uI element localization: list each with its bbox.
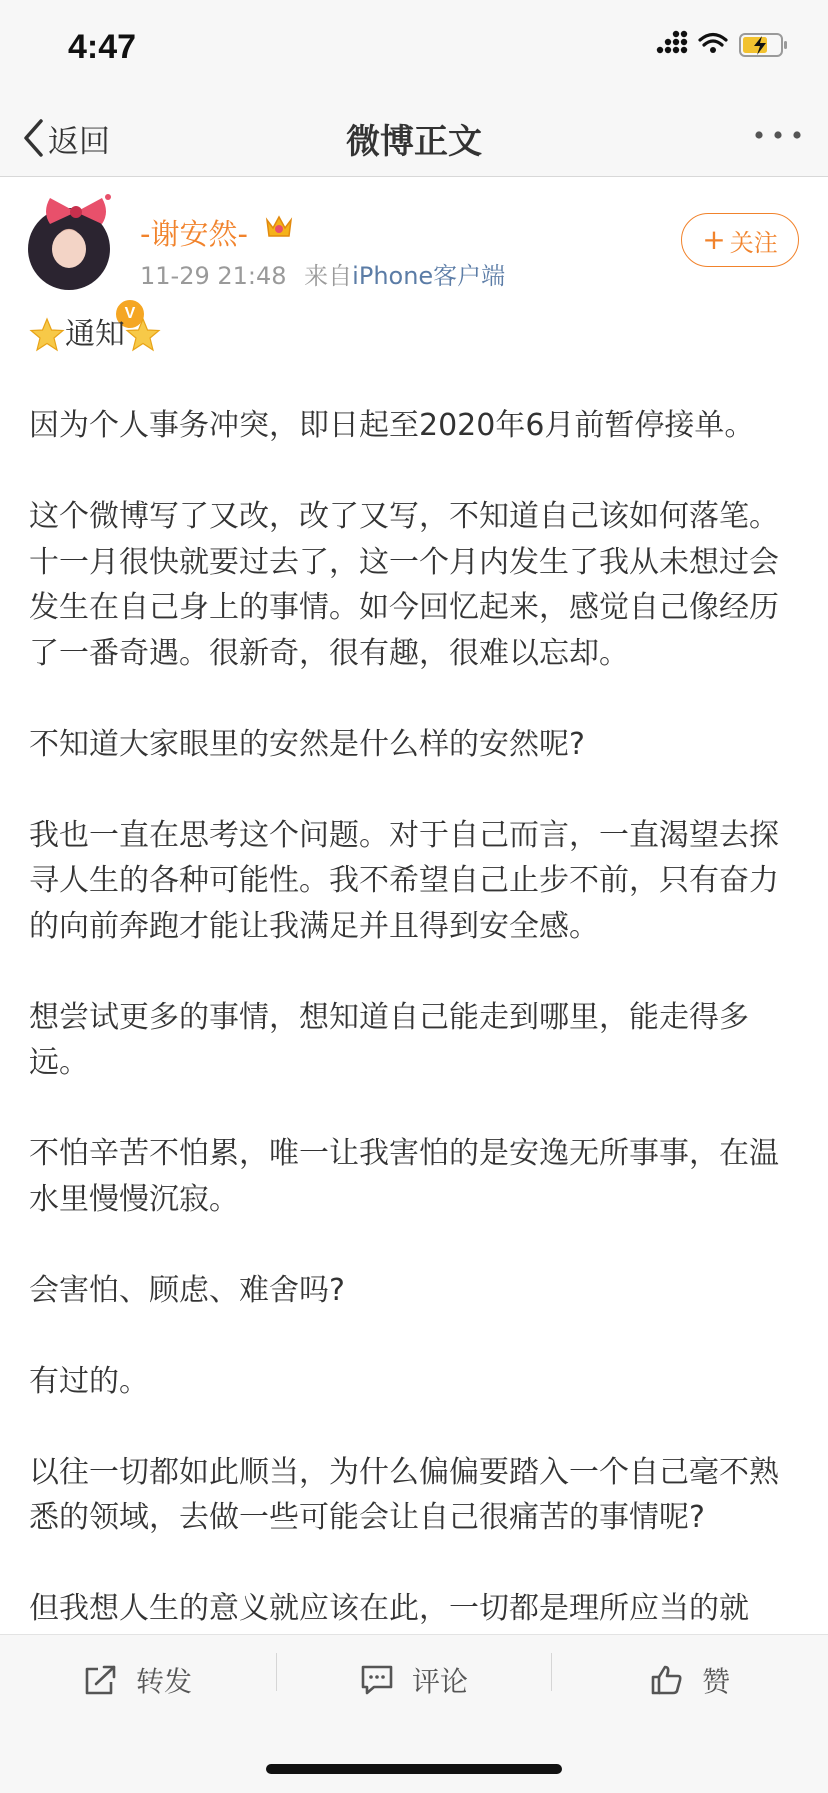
plus-icon: + bbox=[702, 223, 726, 256]
post-paragraph: 我也一直在思考这个问题。对于自己而言，一直渴望去探寻人生的各种可能性。我不希望自己止步不前，只有奋力的向前奔跑才能让我满足并且得到安全感。 bbox=[29, 817, 779, 944]
bow-decoration-icon bbox=[36, 194, 116, 230]
notice-title: 通知 bbox=[65, 317, 125, 352]
post-paragraph: 不怕辛苦不怕累，唯一让我害怕的是安逸无所事事，在温水里慢慢沉寂。 bbox=[29, 1136, 779, 1217]
repost-icon bbox=[84, 1664, 118, 1696]
status-bar bbox=[0, 0, 828, 100]
like-button[interactable] bbox=[552, 1635, 828, 1725]
avatar[interactable] bbox=[28, 208, 136, 322]
post-paragraph: 想尝试更多的事情，想知道自己能走到哪里，能走得多远。 bbox=[29, 999, 749, 1080]
post-paragraph: 但我想人生的意义就应该在此，一切都是理所应当的就 bbox=[29, 1591, 749, 1626]
star-icon bbox=[125, 317, 161, 353]
like-label: 赞 bbox=[701, 1665, 730, 1698]
back-label: 返回 bbox=[48, 123, 110, 160]
comment-label: 评论 bbox=[411, 1665, 468, 1698]
post-source[interactable]: iPhone客户端 bbox=[352, 262, 506, 290]
post-timestamp: 11-29 21:48 bbox=[140, 262, 287, 290]
vip-crown-icon bbox=[264, 214, 294, 240]
nav-bar bbox=[0, 100, 828, 177]
post-paragraph: 不知道大家眼里的安然是什么样的安然呢? bbox=[29, 726, 585, 762]
author-row bbox=[0, 176, 828, 322]
comment-button[interactable] bbox=[277, 1635, 551, 1725]
follow-button[interactable] bbox=[681, 213, 799, 267]
thumbs-up-icon bbox=[650, 1664, 684, 1696]
post-paragraph: 有过的。 bbox=[29, 1363, 149, 1399]
post-content bbox=[29, 312, 803, 1677]
avatar-face bbox=[52, 230, 86, 268]
post-paragraph: 以往一切都如此顺当，为什么偏偏要踏入一个自己毫不熟悉的领域，去做一些可能会让自己很痛苦的事情呢? bbox=[29, 1454, 779, 1535]
author-name[interactable]: -谢安然- bbox=[140, 217, 248, 251]
page-title: 微博正文 bbox=[346, 122, 482, 162]
post-paragraph: 这个微博写了又改，改了又写，不知道自己该如何落笔。十一月很快就要过去了，这一个月内发生了我从未想过会发生在自己身上的事情。如今回忆起来，感觉自己像经历了一番奇遇。很新奇，很有趣，很难以忘却。 bbox=[29, 499, 779, 671]
notice-title-line bbox=[29, 312, 803, 358]
status-time: 4:47 bbox=[68, 28, 137, 66]
status-icons bbox=[656, 30, 794, 70]
star-icon bbox=[29, 317, 65, 353]
source-prefix: 来自 bbox=[304, 262, 353, 290]
post-paragraph: 因为个人事务冲突，即日起至2020年6月前暂停接单。 bbox=[29, 408, 755, 443]
more-dots-icon bbox=[754, 129, 802, 141]
status-indicators-icon bbox=[656, 30, 794, 66]
follow-label: 关注 bbox=[729, 228, 778, 257]
comment-icon bbox=[360, 1664, 394, 1696]
more-button[interactable] bbox=[754, 126, 802, 145]
repost-button[interactable] bbox=[0, 1635, 276, 1725]
repost-label: 转发 bbox=[135, 1665, 192, 1698]
verified-badge: V bbox=[114, 298, 146, 330]
post-paragraph: 会害怕、顾虑、难舍吗? bbox=[29, 1272, 345, 1308]
post-meta bbox=[140, 256, 505, 291]
home-indicator[interactable] bbox=[266, 1764, 562, 1774]
